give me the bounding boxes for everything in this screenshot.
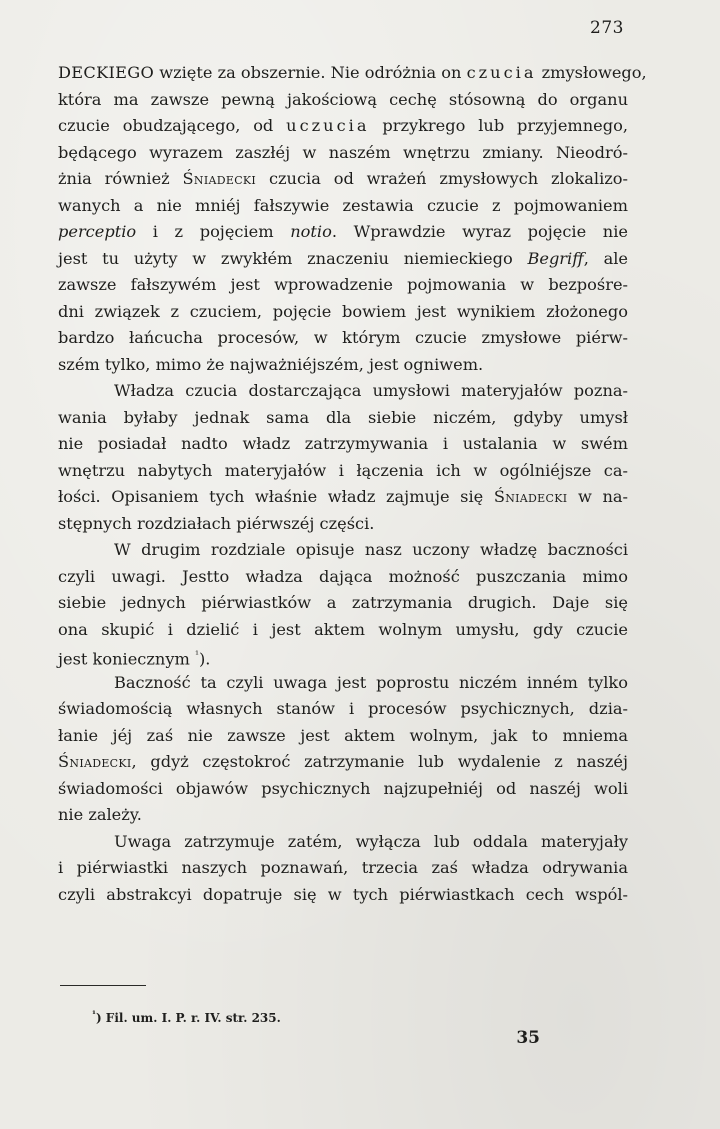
author-name: Śniadecki [58, 752, 132, 771]
text-line: czyli uwagi. Jestto władza dająca możność puszczania mimo [58, 566, 628, 586]
text-line: szém tylko, mimo że najważniéjszém, jest ogniwem. [58, 354, 484, 374]
footnote-marker: ¹ [92, 1010, 96, 1020]
text-line [58, 113, 628, 140]
text-run: i z pojęciem [136, 222, 291, 241]
text-line [58, 219, 628, 246]
text-run: , gdyż częstokroć zatrzymanie lub wydalenie z naszéj [131, 752, 628, 771]
text-line: Baczność ta czyli uwaga jest poprostu niczém inném tylko [114, 672, 628, 692]
text-run: żnia również [58, 169, 183, 188]
text-line: świadomością własnych stanów i procesów psychicznych, dzia- [58, 699, 628, 718]
text-run: czucie obudzającego, od [58, 116, 287, 135]
text-line: ona skupić i dzielić i jest aktem wolnym umysłu, gdy czucie [58, 619, 628, 639]
page-number: 273 [590, 18, 624, 38]
footnote-text: ) Fil. um. I. P. r. IV. str. 235. [95, 1011, 281, 1025]
text-line [58, 246, 628, 273]
text-run: ). [198, 649, 211, 669]
text-line: Uwaga zatrzymuje zatém, wyłącza lub oddala materyjały [114, 831, 628, 851]
footnote [92, 1010, 281, 1025]
italic-term: notio [290, 222, 332, 241]
text-run: łości. Opisaniem tych właśnie władz zajmuje się [58, 487, 494, 506]
text-run: . Wprawdzie wyraz pojęcie nie [331, 222, 628, 241]
spaced-term: czucia [466, 63, 537, 82]
text-run: jest tu użyty w zwykłém znaczeniu niemieckiego [58, 248, 528, 268]
text-line [58, 484, 628, 511]
text-line: zawsze fałszywém jest wprowadzenie pojmowania w bezpośre- [58, 275, 628, 294]
text-line: siebie jednych piérwiastków a zatrzymania drugich. Daje się [58, 593, 628, 612]
spaced-term: uczucia [286, 116, 370, 135]
author-name: Śniadecki [182, 169, 257, 188]
text-line: łanie jéj zaś nie zawsze jest aktem wolnym, jak to mniema [58, 725, 628, 745]
text-line: nie posiadał nadto władz zatrzymywania i ustalania w swém [58, 434, 628, 453]
main-text [58, 60, 647, 908]
text-line: wnętrzu nabytych materyjałów i łączenia ich w ogólniéjsze ca- [58, 460, 628, 480]
text-line: W drugim rozdziale opisuje nasz uczony władzę baczności [114, 540, 628, 559]
text-line [58, 749, 628, 776]
text-line: dni związek z czuciem, pojęcie bowiem jest wynikiem złożonego [58, 301, 628, 321]
text-line: i piérwiastki naszych poznawań, trzecia zaś władza odrywania [58, 858, 628, 877]
author-name: Śniadecki [493, 487, 568, 506]
sheet-signature: 35 [516, 1028, 540, 1048]
italic-term: perceptio [58, 222, 137, 241]
text-line: będącego wyrazem zaszłéj w naszém wnętrzu zmiany. Nieodró- [58, 142, 628, 162]
text-line: czyli abstrakcyi dopatruje się w tych piérwiastkach cech wspól- [58, 884, 628, 904]
text-run: przykrego lub przyjemnego, [369, 116, 629, 135]
text-line: nie zależy. [58, 805, 142, 824]
text-line: stępnych rozdziałach piérwszéj części. [58, 513, 375, 533]
footnote-rule [60, 985, 146, 986]
text-line [58, 60, 647, 87]
text-run: czucia od wrażeń zmysłowych zlokalizo- [256, 169, 628, 188]
text-line: wanych a nie mniéj fałszywie zestawia czucie z pojmowaniem [58, 195, 628, 215]
text-line: świadomości objawów psychicznych najzupełniéj od naszéj woli [58, 778, 628, 798]
text-line: wania byłaby jednak sama dla siebie niczém, gdyby umysł [58, 407, 628, 427]
footnote-marker: ¹ [194, 650, 199, 661]
text-line [58, 643, 628, 670]
text-line [58, 166, 628, 193]
text-run: w na- [567, 487, 628, 506]
author-name: DECKIEGO [58, 63, 155, 82]
text-line: Władza czucia dostarczająca umysłowi materyjałów pozna- [114, 381, 628, 400]
text-line: bardzo łańcucha procesów, w którym czucie zmysłowe piérw- [58, 328, 628, 347]
text-run: , ale [583, 248, 628, 268]
text-run: wzięte za obszernie. Nie odróżnia on [154, 63, 467, 82]
text-run: jest koniecznym [58, 649, 195, 669]
text-run: zmysłowego, [536, 63, 647, 82]
italic-term: Begriff [527, 248, 584, 268]
text-line: która ma zawsze pewną jakościową cechę stósowną do organu [58, 89, 628, 109]
